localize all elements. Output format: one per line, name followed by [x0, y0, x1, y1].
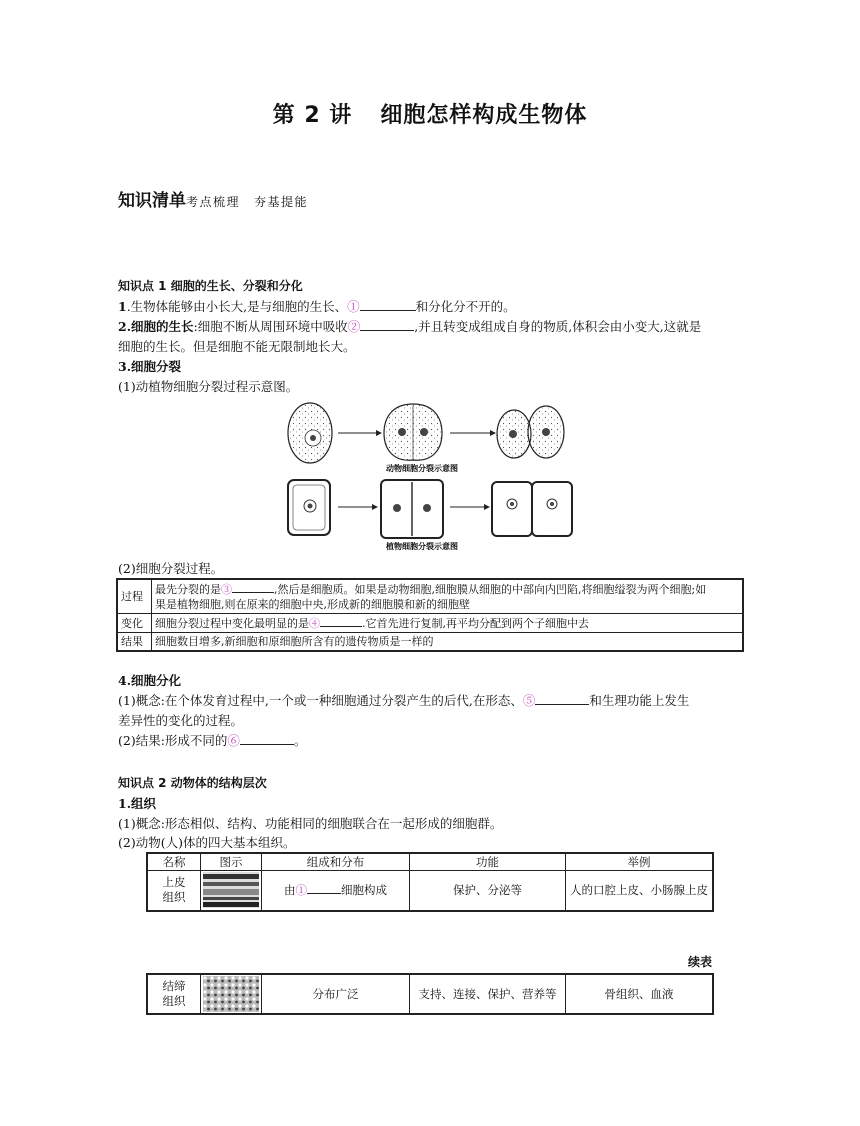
kp1-item-4: 4.细胞分化 [118, 673, 182, 688]
page-title: 第 2 讲 细胞怎样构成生物体 [272, 103, 588, 128]
table-header-row [147, 853, 713, 871]
plant-figure-caption: 植物细胞分裂示意图 [386, 542, 458, 551]
animal-figure-caption: 动物细胞分裂示意图 [386, 464, 458, 473]
table-row [147, 871, 713, 911]
column-header: 图示 [201, 853, 262, 871]
section-header [118, 186, 308, 211]
row-label: 变化 [117, 614, 152, 633]
epithelial-tissue-image [203, 872, 259, 908]
process-table [116, 578, 744, 652]
animal-cell-2 [384, 404, 442, 460]
kp2-item-1-sub1: (1)概念:形态相似、结构、功能相同的细胞联合在一起形成的细胞群。 [118, 816, 503, 831]
kp1-item-2: 2.细胞的生长:细胞不断从周围环境中吸收② ,并且转变成组成自身的物质,体积会由小变大,这就是 [118, 319, 702, 334]
column-header: 功能 [410, 853, 566, 871]
tissue-example: 骨组织、血液 [566, 974, 714, 1014]
row-content: 最先分裂的是③ ,然后是细胞质。如果是动物细胞,细胞膜从细胞的中部向内凹陷,将细胞缢裂为两个细胞;如 果是植物细胞,则在原来的细胞中央,形成新的细胞膜和新的细胞壁 [152, 579, 744, 614]
cell-division-figure [280, 398, 580, 554]
tissue-function: 支持、连接、保护、营养等 [410, 974, 566, 1014]
arrow-icon [450, 504, 490, 510]
row-label: 过程 [117, 579, 152, 614]
tissue-composition: 由① 细胞构成 [262, 871, 410, 911]
kp1-heading: 知识点 1 细胞的生长、分裂和分化 [118, 279, 303, 293]
table-row [117, 614, 743, 633]
tissue-name: 结缔 组织 [147, 974, 201, 1014]
table-row [147, 974, 713, 1014]
table-row [117, 579, 743, 614]
tissue-name: 上皮 组织 [147, 871, 201, 911]
kp1-item-2-line2: 细胞的生长。但是细胞不能无限制地长大。 [118, 339, 356, 354]
kp2-item-1-sub2: (2)动物(人)体的四大基本组织。 [118, 835, 296, 850]
arrow-icon [450, 430, 496, 436]
tissue-function: 保护、分泌等 [410, 871, 566, 911]
kp2-item-1: 1.组织 [118, 796, 157, 811]
table-row [117, 633, 743, 652]
column-header: 名称 [147, 853, 201, 871]
section-subtitle-1: 考点梳理 [186, 195, 241, 209]
connective-tissue-image [203, 976, 259, 1012]
continued-label: 续表 [687, 955, 712, 969]
tissue-table-continued [146, 973, 714, 1015]
row-content: 细胞分裂过程中变化最明显的是④ .它首先进行复制,再平均分配到两个子细胞中去 [152, 614, 744, 633]
section-subtitle-2: 夯基提能 [254, 195, 309, 209]
kp1-item-3-sub1: (1)动植物细胞分裂过程示意图。 [118, 379, 299, 394]
tissue-example: 人的口腔上皮、小肠腺上皮 [566, 871, 714, 911]
animal-cell-3 [497, 406, 564, 458]
kp2-heading: 知识点 2 动物体的结构层次 [118, 776, 267, 790]
column-header: 组成和分布 [262, 853, 410, 871]
column-header: 举例 [566, 853, 714, 871]
kp1-item-1: 1.生物体能够由小长大,是与细胞的生长、① 和分化分不开的。 [118, 299, 516, 314]
row-content: 细胞数目增多,新细胞和原细胞所含有的遗传物质是一样的 [152, 633, 744, 652]
tissue-composition: 分布广泛 [262, 974, 410, 1014]
kp1-item-4-sub2: (2)结果:形成不同的⑥ 。 [118, 733, 307, 748]
plant-cell-2 [381, 480, 443, 538]
plant-cell-3 [492, 482, 572, 536]
tissue-table [146, 852, 714, 912]
plant-cell-1 [288, 480, 330, 535]
kp1-item-4-sub1: (1)概念:在个体发育过程中,一个或一种细胞通过分裂产生的后代,在形态、⑤ 和生理功能上发生 [118, 693, 690, 708]
tissue-image [201, 871, 262, 911]
animal-cell-1 [288, 403, 332, 463]
kp1-item-4-sub1-line2: 差异性的变化的过程。 [118, 713, 244, 728]
arrow-icon [338, 430, 382, 436]
row-label: 结果 [117, 633, 152, 652]
kp1-item-3: 3.细胞分裂 [118, 359, 182, 374]
kp1-item-3-sub2: (2)细胞分裂过程。 [118, 561, 224, 576]
arrow-icon [338, 504, 378, 510]
tissue-image [201, 974, 262, 1014]
section-title: 知识清单 [118, 191, 186, 211]
